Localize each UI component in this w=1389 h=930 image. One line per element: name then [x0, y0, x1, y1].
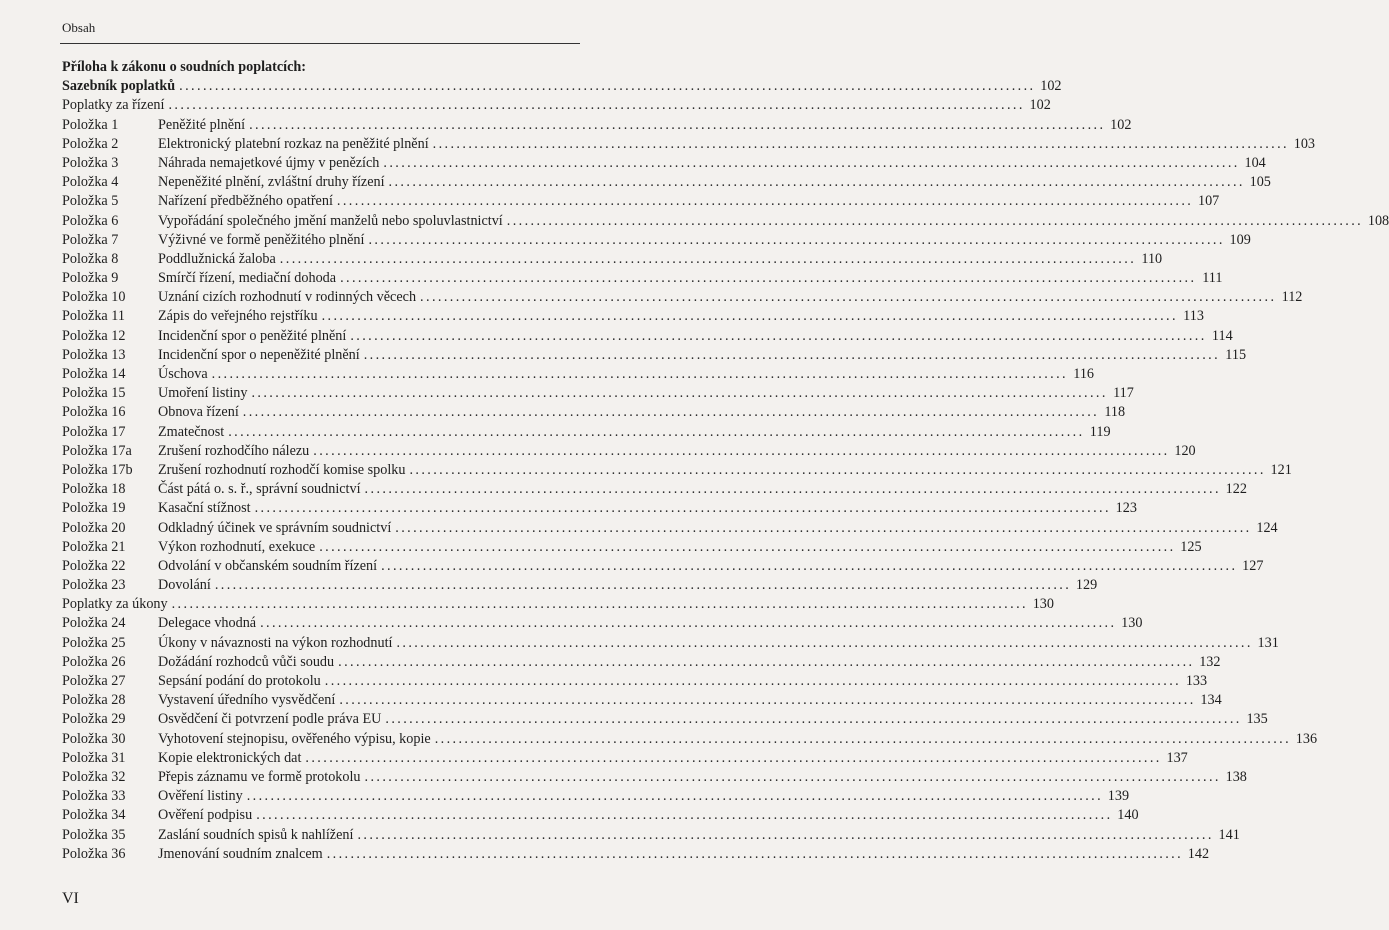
toc-entry [62, 519, 1278, 538]
toc-entry [62, 749, 1188, 768]
toc-entry-title: Incidenční spor o peněžité plnění [158, 327, 347, 344]
toc-entry [62, 135, 1315, 154]
toc-entry [62, 173, 1271, 192]
toc-entry-title: Umoření listiny [158, 385, 248, 402]
toc-entry [62, 730, 1318, 749]
dot-leader: ................................................................................................................................................ [381, 557, 1238, 574]
toc-entry-page: 107 [1197, 193, 1220, 210]
toc-entry-page: 134 [1200, 692, 1222, 709]
toc-entry-label: Položka 35 [62, 826, 126, 843]
toc-entry [62, 212, 1389, 231]
toc-entry-page: 141 [1218, 826, 1240, 843]
annex-title: Příloha k zákonu o soudních poplatcích: [62, 59, 307, 75]
toc-entry-title: Zrušení rozhodčího nálezu [158, 442, 310, 459]
toc-entry [62, 423, 1111, 442]
toc-entry-label: Položka 29 [62, 711, 126, 728]
toc-entry-title: Zápis do veřejného rejstříku [158, 308, 318, 325]
dot-leader: ................................................................................................................................................ [368, 231, 1225, 248]
toc-entry-label: Položka 6 [62, 212, 119, 229]
toc-entry-page: 102 [1029, 97, 1051, 114]
toc-entry-title: Úschova [158, 366, 208, 382]
dot-leader: ................................................................................................................................................ [313, 442, 1170, 459]
dot-leader: ................................................................................................................................................ [432, 135, 1289, 152]
toc-entry-page: 118 [1104, 404, 1126, 421]
toc-entry-page: 127 [1242, 557, 1264, 574]
toc-entry-title: Odvolání v občanském soudním řízení [158, 557, 378, 574]
dot-leader: ................................................................................................................................................ [246, 788, 1104, 805]
toc-entry-title: Vystavení úředního vysvědčení [158, 692, 336, 709]
toc-entry-title: Vypořádání společného jmění manželů nebo spoluvlastnictví [158, 212, 503, 229]
toc-entry-page: 115 [1225, 346, 1247, 363]
toc-entry-title: Zmatečnost [158, 423, 225, 440]
toc-entry-page: 138 [1225, 768, 1247, 785]
toc-entry-title: Delegace vhodná [158, 615, 257, 632]
toc-entry-page: 121 [1270, 461, 1292, 478]
toc-entry [62, 403, 1126, 422]
toc-entry [62, 365, 1095, 384]
toc-entry-title: Kopie elektronických dat [158, 749, 302, 766]
header-rule [60, 43, 580, 44]
toc-entry-label: Položka 22 [62, 557, 126, 574]
toc-entry-page: 104 [1244, 154, 1266, 171]
toc-entry-label: Položka 33 [62, 788, 126, 805]
toc-entry [62, 116, 1132, 135]
dot-leader: ................................................................................................................................................ [249, 116, 1106, 133]
toc-entry-page: 124 [1256, 519, 1278, 536]
toc-entry-page: 130 [1032, 596, 1054, 613]
toc-entry-label: Položka 20 [62, 519, 126, 536]
toc-entry-title: Dožádání rozhodců vůči soudu [158, 653, 335, 670]
toc-entry-page: 114 [1211, 327, 1233, 344]
toc-entry-title: Nařízení předběžného opatření [158, 193, 333, 210]
dot-leader: ................................................................................................................................................ [383, 154, 1240, 171]
toc-entry-title: Ověření listiny [158, 788, 243, 805]
toc-entry-label: Položka 17b [62, 461, 133, 478]
dot-leader: ................................................................................................................................................ [388, 174, 1245, 191]
toc-entry-page: 116 [1073, 366, 1095, 382]
dot-leader: ................................................................................................................................................ [256, 807, 1113, 824]
dot-leader: ................................................................................................................................................ [326, 845, 1184, 862]
toc-entry-label: Položka 32 [62, 768, 126, 785]
toc-entry [62, 595, 1054, 614]
page-number: VI [62, 890, 79, 907]
toc-entry-label: Položka 18 [62, 481, 126, 498]
toc-entry-page: 125 [1180, 538, 1202, 555]
toc-entry-page: 102 [1040, 78, 1062, 95]
toc-entry-page: 142 [1187, 845, 1210, 862]
toc-entry-title: Kasační stížnost [158, 500, 251, 517]
toc-entry-label: Položka 13 [62, 346, 126, 363]
toc-entry-label: Položka 5 [62, 193, 119, 210]
toc-entry [62, 710, 1268, 729]
toc-entry-title: Odkladný účinek ve správním soudnictví [158, 519, 392, 536]
running-header: Obsah [62, 20, 96, 35]
dot-leader: ................................................................................................................................................ [228, 423, 1085, 440]
toc-entry-label: Položka 19 [62, 500, 126, 517]
toc-entry-title: Jmenování soudním znalcem [158, 845, 323, 862]
dot-leader: ................................................................................................................................................ [260, 615, 1117, 632]
toc-entry-page: 123 [1115, 500, 1137, 517]
toc-entry-title: Sazebník poplatků [62, 78, 176, 95]
toc-entry [62, 269, 1223, 288]
toc-entry-label: Položka 30 [62, 730, 126, 747]
toc-entry-label: Položka 3 [62, 154, 119, 171]
dot-leader: ................................................................................................................................................ [385, 711, 1242, 728]
dot-leader: ................................................................................................................................................ [254, 500, 1111, 517]
toc-entry-label: Položka 9 [62, 270, 119, 287]
toc-entry [62, 845, 1210, 864]
toc-entry [62, 557, 1264, 576]
toc-entry [62, 192, 1220, 211]
toc-entry-label: Položka 15 [62, 385, 126, 402]
toc-entry-title: Sepsání podání do protokolu [158, 673, 321, 689]
toc-entry-label: Položka 23 [62, 577, 126, 594]
dot-leader: ................................................................................................................................................ [363, 346, 1221, 363]
toc-entry-label: Položka 7 [62, 231, 119, 248]
toc-entry-page: 112 [1281, 289, 1303, 306]
toc-entry-label: Položka 1 [62, 116, 119, 133]
dot-leader: ................................................................................................................................................ [434, 730, 1292, 747]
toc-entry [62, 96, 1051, 115]
dot-leader: ................................................................................................................................................ [350, 327, 1207, 344]
toc-entry [62, 787, 1130, 806]
toc-entry-title: Přepis záznamu ve formě protokolu [158, 768, 361, 785]
toc-entry-label: Položka 4 [62, 174, 119, 191]
toc-entry-title: Výživné ve formě peněžitého plnění [158, 231, 365, 248]
dot-leader: ................................................................................................................................................ [211, 366, 1069, 382]
dot-leader: ................................................................................................................................................ [171, 596, 1028, 613]
dot-leader: ................................................................................................................................................ [395, 519, 1252, 536]
toc-entry-title: Úkony v návaznosti na výkon rozhodnutí [158, 634, 393, 651]
toc-entry-page: 132 [1199, 653, 1221, 670]
toc-entry-page: 120 [1174, 442, 1196, 459]
toc-entry-title: Vyhotovení stejnopisu, ověřeného výpisu, kopie [158, 730, 431, 747]
dot-leader: ................................................................................................................................................ [242, 404, 1100, 421]
dot-leader: ................................................................................................................................................ [251, 385, 1108, 402]
toc-entry [62, 614, 1143, 633]
toc-entry [62, 346, 1247, 365]
toc-entry-page: 117 [1113, 385, 1134, 402]
toc-entry-title: Elektronický platební rozkaz na peněžité plnění [158, 135, 429, 152]
toc-entry [62, 480, 1247, 499]
toc-entry [62, 691, 1222, 710]
dot-leader: ................................................................................................................................................ [324, 673, 1182, 689]
toc-entry-label: Položka 12 [62, 327, 126, 344]
dot-leader: ................................................................................................................................................ [340, 270, 1197, 287]
toc-entry [62, 154, 1266, 173]
toc-entry-label: Položka 16 [62, 404, 126, 421]
toc-entry-page: 131 [1257, 634, 1279, 651]
toc-entry [62, 288, 1303, 307]
toc-entry [62, 327, 1233, 346]
toc-entry-label: Položka 14 [62, 366, 126, 382]
toc-entry-title: Uznání cizích rozhodnutí v rodinných věcech [158, 289, 417, 306]
toc-entry [62, 250, 1163, 269]
toc-entry-label: Položka 11 [62, 308, 125, 325]
toc-entry-label: Položka 24 [62, 615, 126, 632]
toc-entry-title: Nepeněžité plnění, zvláštní druhy řízení [158, 174, 385, 191]
toc-entry-title: Poplatky za řízení [62, 97, 165, 114]
toc-entry [62, 768, 1247, 787]
dot-leader: ................................................................................................................................................ [409, 461, 1266, 478]
toc-entry-page: 109 [1229, 231, 1251, 248]
toc-entry [62, 442, 1196, 461]
toc-entry-label: Položka 26 [62, 653, 126, 670]
dot-leader: ................................................................................................................................................ [420, 289, 1277, 306]
table-of-contents [62, 58, 1389, 864]
toc-entry-label: Položka 27 [62, 673, 126, 689]
toc-entry-title: Část pátá o. s. ř., správní soudnictví [158, 481, 361, 498]
toc-entry-page: 136 [1295, 730, 1318, 747]
dot-leader: ................................................................................................................................................ [506, 212, 1364, 229]
toc-entry-label: Položka 17a [62, 442, 132, 459]
toc-entry-title: Výkon rozhodnutí, exekuce [158, 538, 316, 555]
toc-entry-title: Obnova řízení [158, 404, 239, 421]
dot-leader: ................................................................................................................................................ [319, 538, 1176, 555]
toc-entry-page: 105 [1249, 174, 1271, 191]
toc-entry-label: Položka 31 [62, 749, 126, 766]
toc-entry-title: Dovolání [158, 577, 211, 594]
toc-entry [62, 806, 1139, 825]
toc-entry-page: 139 [1107, 788, 1130, 805]
toc-entry-page: 140 [1117, 807, 1139, 824]
dot-leader: ................................................................................................................................................ [357, 826, 1214, 843]
toc-entry-label: Položka 2 [62, 135, 119, 152]
toc-entry-title: Osvědčení či potvrzení podle práva EU [158, 711, 382, 728]
toc-entry [62, 307, 1204, 326]
toc-entry-title: Smírčí řízení, mediační dohoda [158, 270, 337, 287]
toc-entry-page: 130 [1121, 615, 1143, 632]
toc-entry-page: 135 [1246, 711, 1268, 728]
toc-entry [62, 77, 1062, 96]
toc-entry-label: Položka 25 [62, 634, 126, 651]
toc-entry-title: Ověření podpisu [158, 807, 253, 824]
dot-leader: ................................................................................................................................................ [279, 250, 1137, 267]
toc-entry-page: 129 [1075, 577, 1098, 594]
toc-entry [62, 231, 1251, 250]
toc-entry-label: Položka 28 [62, 692, 126, 709]
dot-leader: ................................................................................................................................................ [305, 749, 1162, 766]
toc-entry [62, 672, 1208, 691]
toc-entry-title: Poplatky za úkony [62, 596, 168, 613]
toc-entry [62, 538, 1202, 557]
dot-leader: ................................................................................................................................................ [336, 193, 1194, 210]
toc-entry-page: 102 [1110, 116, 1132, 133]
toc-entry-label: Položka 36 [62, 845, 126, 862]
toc-entry [62, 634, 1279, 653]
toc-entry [62, 826, 1240, 845]
toc-entry [62, 499, 1137, 518]
dot-leader: ................................................................................................................................................ [321, 308, 1178, 325]
dot-leader: ................................................................................................................................................ [396, 634, 1253, 651]
toc-entry-page: 103 [1293, 135, 1315, 152]
toc-entry-page: 119 [1089, 423, 1111, 440]
toc-entry-page: 137 [1166, 749, 1188, 766]
toc-entry-label: Položka 10 [62, 289, 126, 306]
toc-entry-label: Položka 8 [62, 250, 119, 267]
toc-entry [62, 461, 1292, 480]
dot-leader: ................................................................................................................................................ [364, 481, 1221, 498]
toc-entry-page: 111 [1202, 270, 1223, 287]
toc-entry [62, 576, 1098, 595]
toc-entry-title: Incidenční spor o nepeněžité plnění [158, 346, 360, 363]
toc-entry-page: 133 [1185, 673, 1208, 689]
dot-leader: ................................................................................................................................................ [179, 78, 1036, 95]
dot-leader: ................................................................................................................................................ [339, 692, 1196, 709]
dot-leader: ................................................................................................................................................ [168, 97, 1025, 114]
toc-entry-label: Položka 21 [62, 538, 126, 555]
toc-entry-title: Poddlužnická žaloba [158, 250, 276, 267]
toc-entry-title: Zaslání soudních spisů k nahlížení [158, 826, 354, 843]
toc-entry-title: Peněžité plnění [158, 116, 246, 133]
toc-entry-page: 122 [1225, 481, 1247, 498]
dot-leader: ................................................................................................................................................ [338, 653, 1195, 670]
dot-leader: ................................................................................................................................................ [214, 577, 1072, 594]
dot-leader: ................................................................................................................................................ [364, 768, 1221, 785]
toc-entry [62, 653, 1221, 672]
toc-entry-page: 110 [1141, 250, 1163, 267]
toc-entry-title: Zrušení rozhodnutí rozhodčí komise spolku [158, 461, 406, 478]
toc-entry-label: Položka 17 [62, 423, 126, 440]
toc-entry-page: 113 [1183, 308, 1204, 325]
toc-entry-page: 108 [1367, 212, 1389, 229]
toc-entry [62, 384, 1134, 403]
toc-entry-title: Náhrada nemajetkové újmy v penězích [158, 154, 380, 171]
toc-entry-label: Položka 34 [62, 807, 126, 824]
